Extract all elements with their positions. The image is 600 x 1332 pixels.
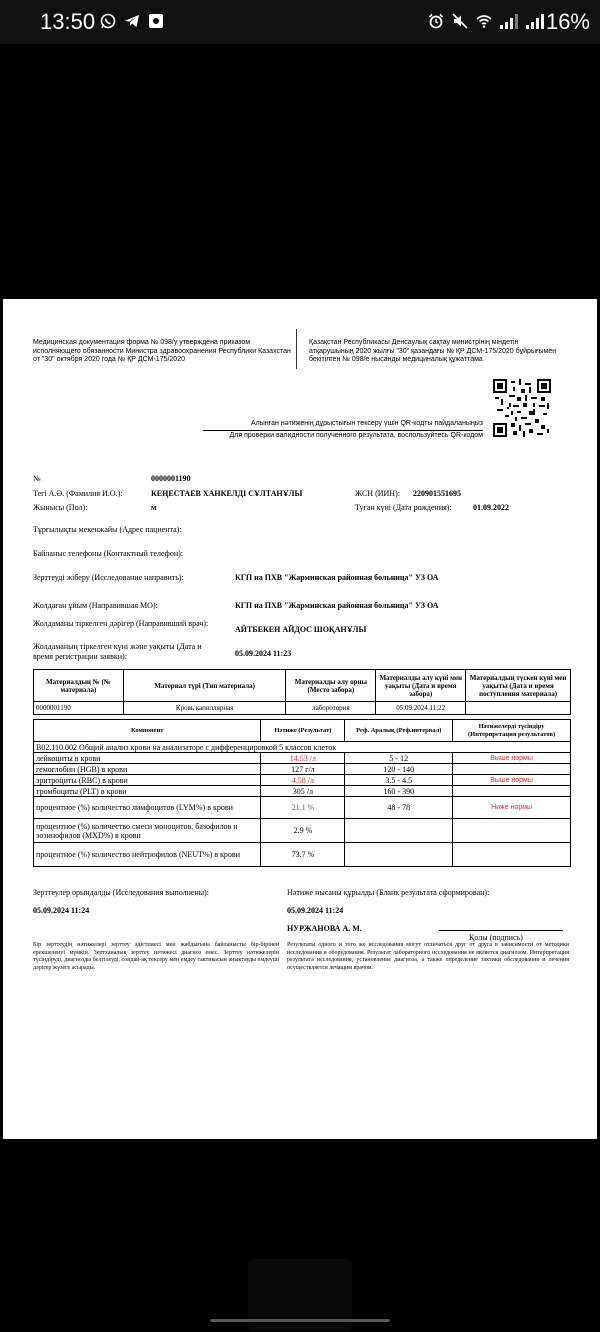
media-icon	[148, 13, 164, 29]
ref-cell: 160 - 390	[345, 786, 453, 797]
formed-label: Нәтиже нысаны құрылды (Бланк результата сформирован):	[287, 888, 490, 897]
results-section-title: B02.110.002 Общий анализ крови на анализаторе с дифференцировкой 5 классов клеток	[34, 742, 571, 753]
material-cell: лаборотория	[286, 702, 376, 715]
done-value: 05.09.2024 11:24	[33, 906, 90, 915]
name-value: КЕҢЕСТАЕВ ХАНКЕЛДІ СҰЛТАНҰЛЫ	[151, 489, 303, 498]
verify-note-kz: Алынған нәтиженің дұрыстығын тексеру үшін QR-кодты пайдаланыңыз	[250, 420, 483, 427]
dob-label: Туған күні (Дата рождения):	[355, 503, 452, 512]
sent-value: КГП на ПХВ "Жарминская районная больница" УЗ ОА	[235, 573, 439, 582]
name-label: Тегі А.Ә. (Фамилия И.О.):	[33, 489, 123, 498]
component-cell: лейкоциты в крови	[34, 753, 261, 764]
interpretation-cell: Выше нормы	[453, 775, 571, 786]
alarm-icon	[428, 13, 444, 29]
table-row	[34, 775, 571, 786]
registration-label: Жолдаманың тіркелген күні және уақыты (Дата и время регистрации заявки):	[33, 642, 202, 661]
material-header: Материалды алу орны (Место забора)	[286, 670, 376, 702]
status-bar	[0, 0, 600, 44]
qr-code[interactable]	[493, 379, 551, 437]
signer-name: НУРЖАНОВА А. М.	[287, 924, 362, 933]
ref-cell: 120 - 140	[345, 764, 453, 775]
result-cell: 73.7 %	[261, 843, 345, 867]
material-cell	[466, 702, 571, 715]
interpretation-cell	[453, 764, 571, 775]
org-value: КГП на ПХВ "Жарминская районная больница" УЗ ОА	[235, 601, 439, 610]
material-row	[34, 702, 571, 715]
result-cell: 305 /л	[261, 786, 345, 797]
result-cell: 14.53 /л	[261, 753, 345, 764]
system-icons	[428, 13, 544, 29]
document-page	[3, 299, 597, 1139]
battery-level: 16%	[545, 9, 590, 34]
table-row	[34, 797, 571, 819]
table-row	[34, 843, 571, 867]
material-cell: 0000001190	[34, 702, 124, 715]
verify-note	[203, 420, 483, 440]
component-cell: эритроциты (RBC) в крови	[34, 775, 261, 786]
phone-label: Байланыс телефоны (Контактный телефон):	[33, 549, 183, 558]
gesture-bar[interactable]	[210, 1319, 390, 1322]
whatsapp-icon	[100, 13, 116, 29]
component-cell: тромбоциты (PLT) в крови	[34, 786, 261, 797]
signature-label: Қолы (подпись)	[469, 933, 523, 942]
verify-note-ru: Для проверки валидности полученного результата, воспользуйтесь QR-кодом	[229, 431, 483, 439]
table-row	[34, 786, 571, 797]
results-header: Нәтижелерді түсіндіру (Интерпретация результатов)	[453, 720, 571, 742]
component-cell: процентное (%) количество лимфоцитов (LYM%) в крови	[34, 797, 261, 819]
number-label: №	[33, 474, 41, 483]
header-right: Қазақстан Республикасы Денсаулық сақтау министрінің міндетін атқарушының 2020 жылғы "30" қазандағы № ҚР ДСМ-175/2020 бұйрығымен бекітілген № 098/е нысанды медициналық құжаттама	[309, 339, 557, 363]
doctor-value: АЙТБЕКЕН АЙДОС ШОҚАНҰЛЫ	[235, 625, 367, 634]
component-cell: гемоглобин (HGB) в крови	[34, 764, 261, 775]
header-divider	[296, 329, 297, 369]
interpretation-cell	[453, 843, 571, 867]
material-header: Материалдың түскен күні мен уақыты (Дата и время поступления материала)	[466, 670, 571, 702]
org-label: Жолдаған ұйым (Направившая МО):	[33, 601, 158, 610]
disclaimer-ru: Результаты одного и того же исследования могут отличаться друг от друга в зависимости от методики исследования и оборудования. Результат лабораторного исследования не является диагнозом. Интерпретация результата исследования, установление диагноза, а также определение тактики обследования и лечения осуществляется лечащим врачом.	[287, 942, 569, 971]
ref-cell	[345, 843, 453, 867]
result-cell: 4.58 /л	[261, 775, 345, 786]
ref-cell	[345, 819, 453, 843]
material-header: Материалды алу күні мен уақыты (Дата и время забора)	[376, 670, 466, 702]
telegram-icon	[124, 13, 140, 29]
results-header: Реф. Аралық (Реф.интервал)	[345, 720, 453, 742]
number-value: 0000001190	[151, 474, 191, 483]
results-header: Компонент	[34, 720, 261, 742]
material-cell: Кровь капиллярная	[123, 702, 286, 715]
iin-value: 220901551695	[413, 489, 461, 498]
interpretation-cell: Выше нормы	[453, 753, 571, 764]
ref-cell: 3.5 - 4.5	[345, 775, 453, 786]
formed-value: 05.09.2024 11:24	[287, 906, 344, 915]
signal-icon	[500, 13, 518, 29]
mute-icon	[452, 13, 468, 29]
table-row	[34, 753, 571, 764]
disclaimer-kz: Бір зерттеудің нәтижелері зерттеу әдістемесі мен жабдығына байланысты бір-бірінен ерекшеленуі мүмкін. Зертханалық зерттеу нәтижесі диагноз емес. Зерттеу нәтижелерін түсіндіруді, диагнозды белгілеуді, сондай-ақ тексеру мен емдеу тактикасын анықтауды емдеуші дәрігер жүзеге асырады.	[33, 942, 279, 971]
done-label: Зерттеулер орындалды (Исследования выполнены):	[33, 888, 209, 897]
wifi-icon	[476, 13, 492, 29]
result-cell: 127 г/л	[261, 764, 345, 775]
results-header: Нәтиже (Результат)	[261, 720, 345, 742]
address-label: Тұрғылықты мекенжайы (Адрес пациента):	[33, 525, 182, 534]
dob-value: 01.09.2022	[473, 503, 509, 512]
notification-icons	[100, 13, 164, 29]
sent-label: Зерттеуді жіберу (Исследование направить):	[33, 573, 184, 582]
sex-label: Жынысы (Пол):	[33, 503, 88, 512]
interpretation-cell	[453, 786, 571, 797]
iin-label: ЖСН (ИИН):	[355, 489, 400, 498]
material-table	[33, 669, 571, 715]
ref-cell: 48 - 78	[345, 797, 453, 819]
doctor-label: Жолдаманы тіркелген дәрігер (Направивший врач):	[33, 619, 209, 628]
header-left: Медицинская документация форма № 098/у утверждена приказом исполняющего обязанности Министра здравоохранения Республики Казахстан от "30" октября 2020 года № ҚР ДСМ-175/2020	[33, 339, 291, 363]
status-time: 13:50	[40, 9, 96, 34]
component-cell: процентное (%) количество смеси моноцитов, базофилов и эозинофилов (MXD%) в крови	[34, 819, 261, 843]
sex-value: м	[151, 503, 157, 512]
signature-line	[439, 930, 563, 931]
material-header: Материал түрі (Тип материала)	[123, 670, 286, 702]
verify-underline	[203, 430, 483, 431]
interpretation-cell: Ниже нормы	[453, 797, 571, 819]
table-row	[34, 819, 571, 843]
material-header: Материалдың № (№ материала)	[34, 670, 124, 702]
ref-cell: 5 - 12	[345, 753, 453, 764]
component-cell: процентное (%) количество нейтрофилов (NEUT%) в крови	[34, 843, 261, 867]
result-cell: 2.9 %	[261, 819, 345, 843]
document-viewer[interactable]	[0, 44, 600, 1332]
material-cell: 05.09.2024 11:22	[376, 702, 466, 715]
registration-value: 05.09.2024 11:23	[235, 649, 292, 658]
table-row	[34, 764, 571, 775]
interpretation-cell	[453, 819, 571, 843]
result-cell: 21.1 %	[261, 797, 345, 819]
results-table	[33, 719, 571, 867]
signal-icon	[526, 13, 544, 29]
